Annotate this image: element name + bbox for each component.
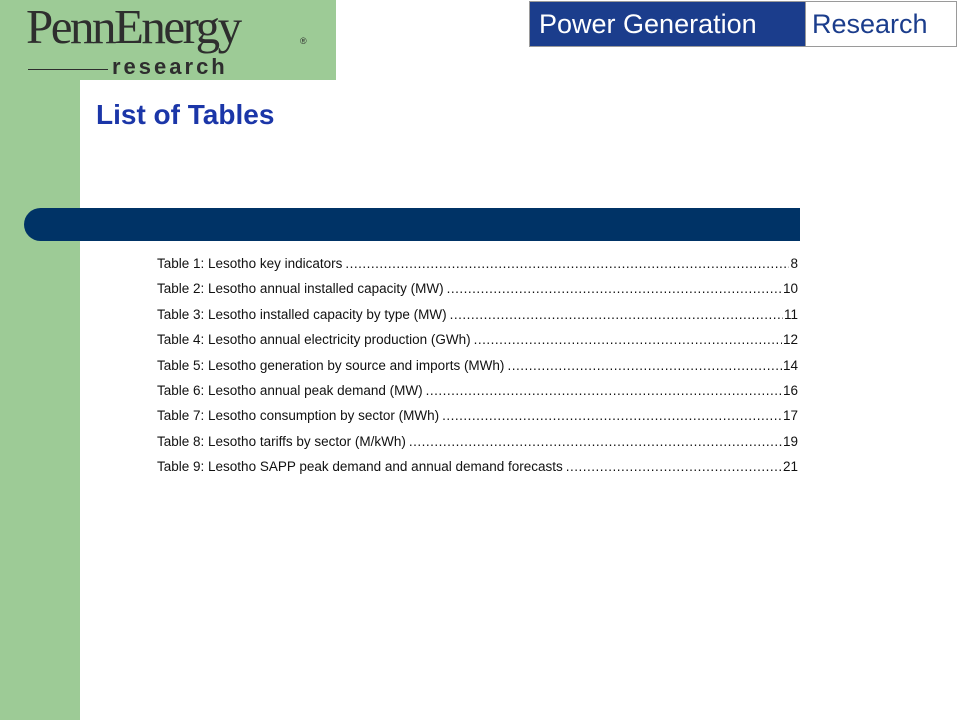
toc-entry[interactable] [157,256,798,281]
toc-entry-label: Table 1: Lesotho key indicators [157,256,343,271]
left-sidebar-band [0,0,80,720]
toc-entry-page: 14 [782,357,798,373]
toc-entry-page: 21 [782,459,798,475]
toc-dot-leader [345,256,789,271]
toc-entry-label: Table 4: Lesotho annual electricity production (GWh) [157,332,471,348]
toc-entry[interactable] [157,434,798,459]
logo-subtitle: research [112,54,228,79]
banner-right-text: Research [805,2,956,46]
logo-underline [28,69,108,70]
power-generation-research-banner [529,1,957,47]
header-divider-bar [24,208,800,241]
toc-dot-leader [426,383,782,398]
toc-entry[interactable] [157,307,798,332]
toc-entry-label: Table 2: Lesotho annual installed capacity (MW) [157,281,444,297]
toc-dot-leader [447,281,782,296]
pennenergy-logo[interactable] [0,0,336,80]
toc-entry-label: Table 3: Lesotho installed capacity by type (MW) [157,306,447,322]
toc-entry[interactable] [157,358,798,383]
toc-entry-page: 17 [782,408,798,424]
toc-dot-leader [442,408,782,423]
toc-dot-leader [450,307,783,322]
toc-entry-page: 19 [782,433,798,449]
toc-dot-leader [566,459,782,474]
toc-entry[interactable] [157,383,798,408]
toc-entry-label: Table 5: Lesotho generation by source and imports (MWh) [157,357,505,373]
toc-entry-label: Table 9: Lesotho SAPP peak demand and annual demand forecasts [157,459,563,475]
logo-wordmark: PennEnergy [26,0,240,54]
toc-dot-leader [474,332,782,347]
toc-entry-label: Table 8: Lesotho tariffs by sector (M/kWh) [157,433,406,449]
toc-entry[interactable] [157,459,798,484]
toc-entry-label: Table 7: Lesotho consumption by sector (MWh) [157,408,440,424]
toc-dot-leader [409,434,782,449]
toc-entry-page: 16 [782,382,798,398]
toc-entry-label: Table 6: Lesotho annual peak demand (MW) [157,382,423,398]
toc-entry-page: 11 [783,306,798,322]
toc-entry-page: 12 [782,332,798,348]
logo-registered-mark: ® [300,36,307,46]
table-of-contents-list [157,256,798,485]
toc-entry-page: 8 [790,256,798,271]
banner-left-text: Power Generation [530,2,805,46]
toc-entry-page: 10 [782,281,798,297]
page-title: List of Tables [96,99,275,130]
toc-entry[interactable] [157,408,798,433]
toc-entry[interactable] [157,281,798,306]
toc-entry[interactable] [157,332,798,357]
toc-dot-leader [507,358,782,373]
